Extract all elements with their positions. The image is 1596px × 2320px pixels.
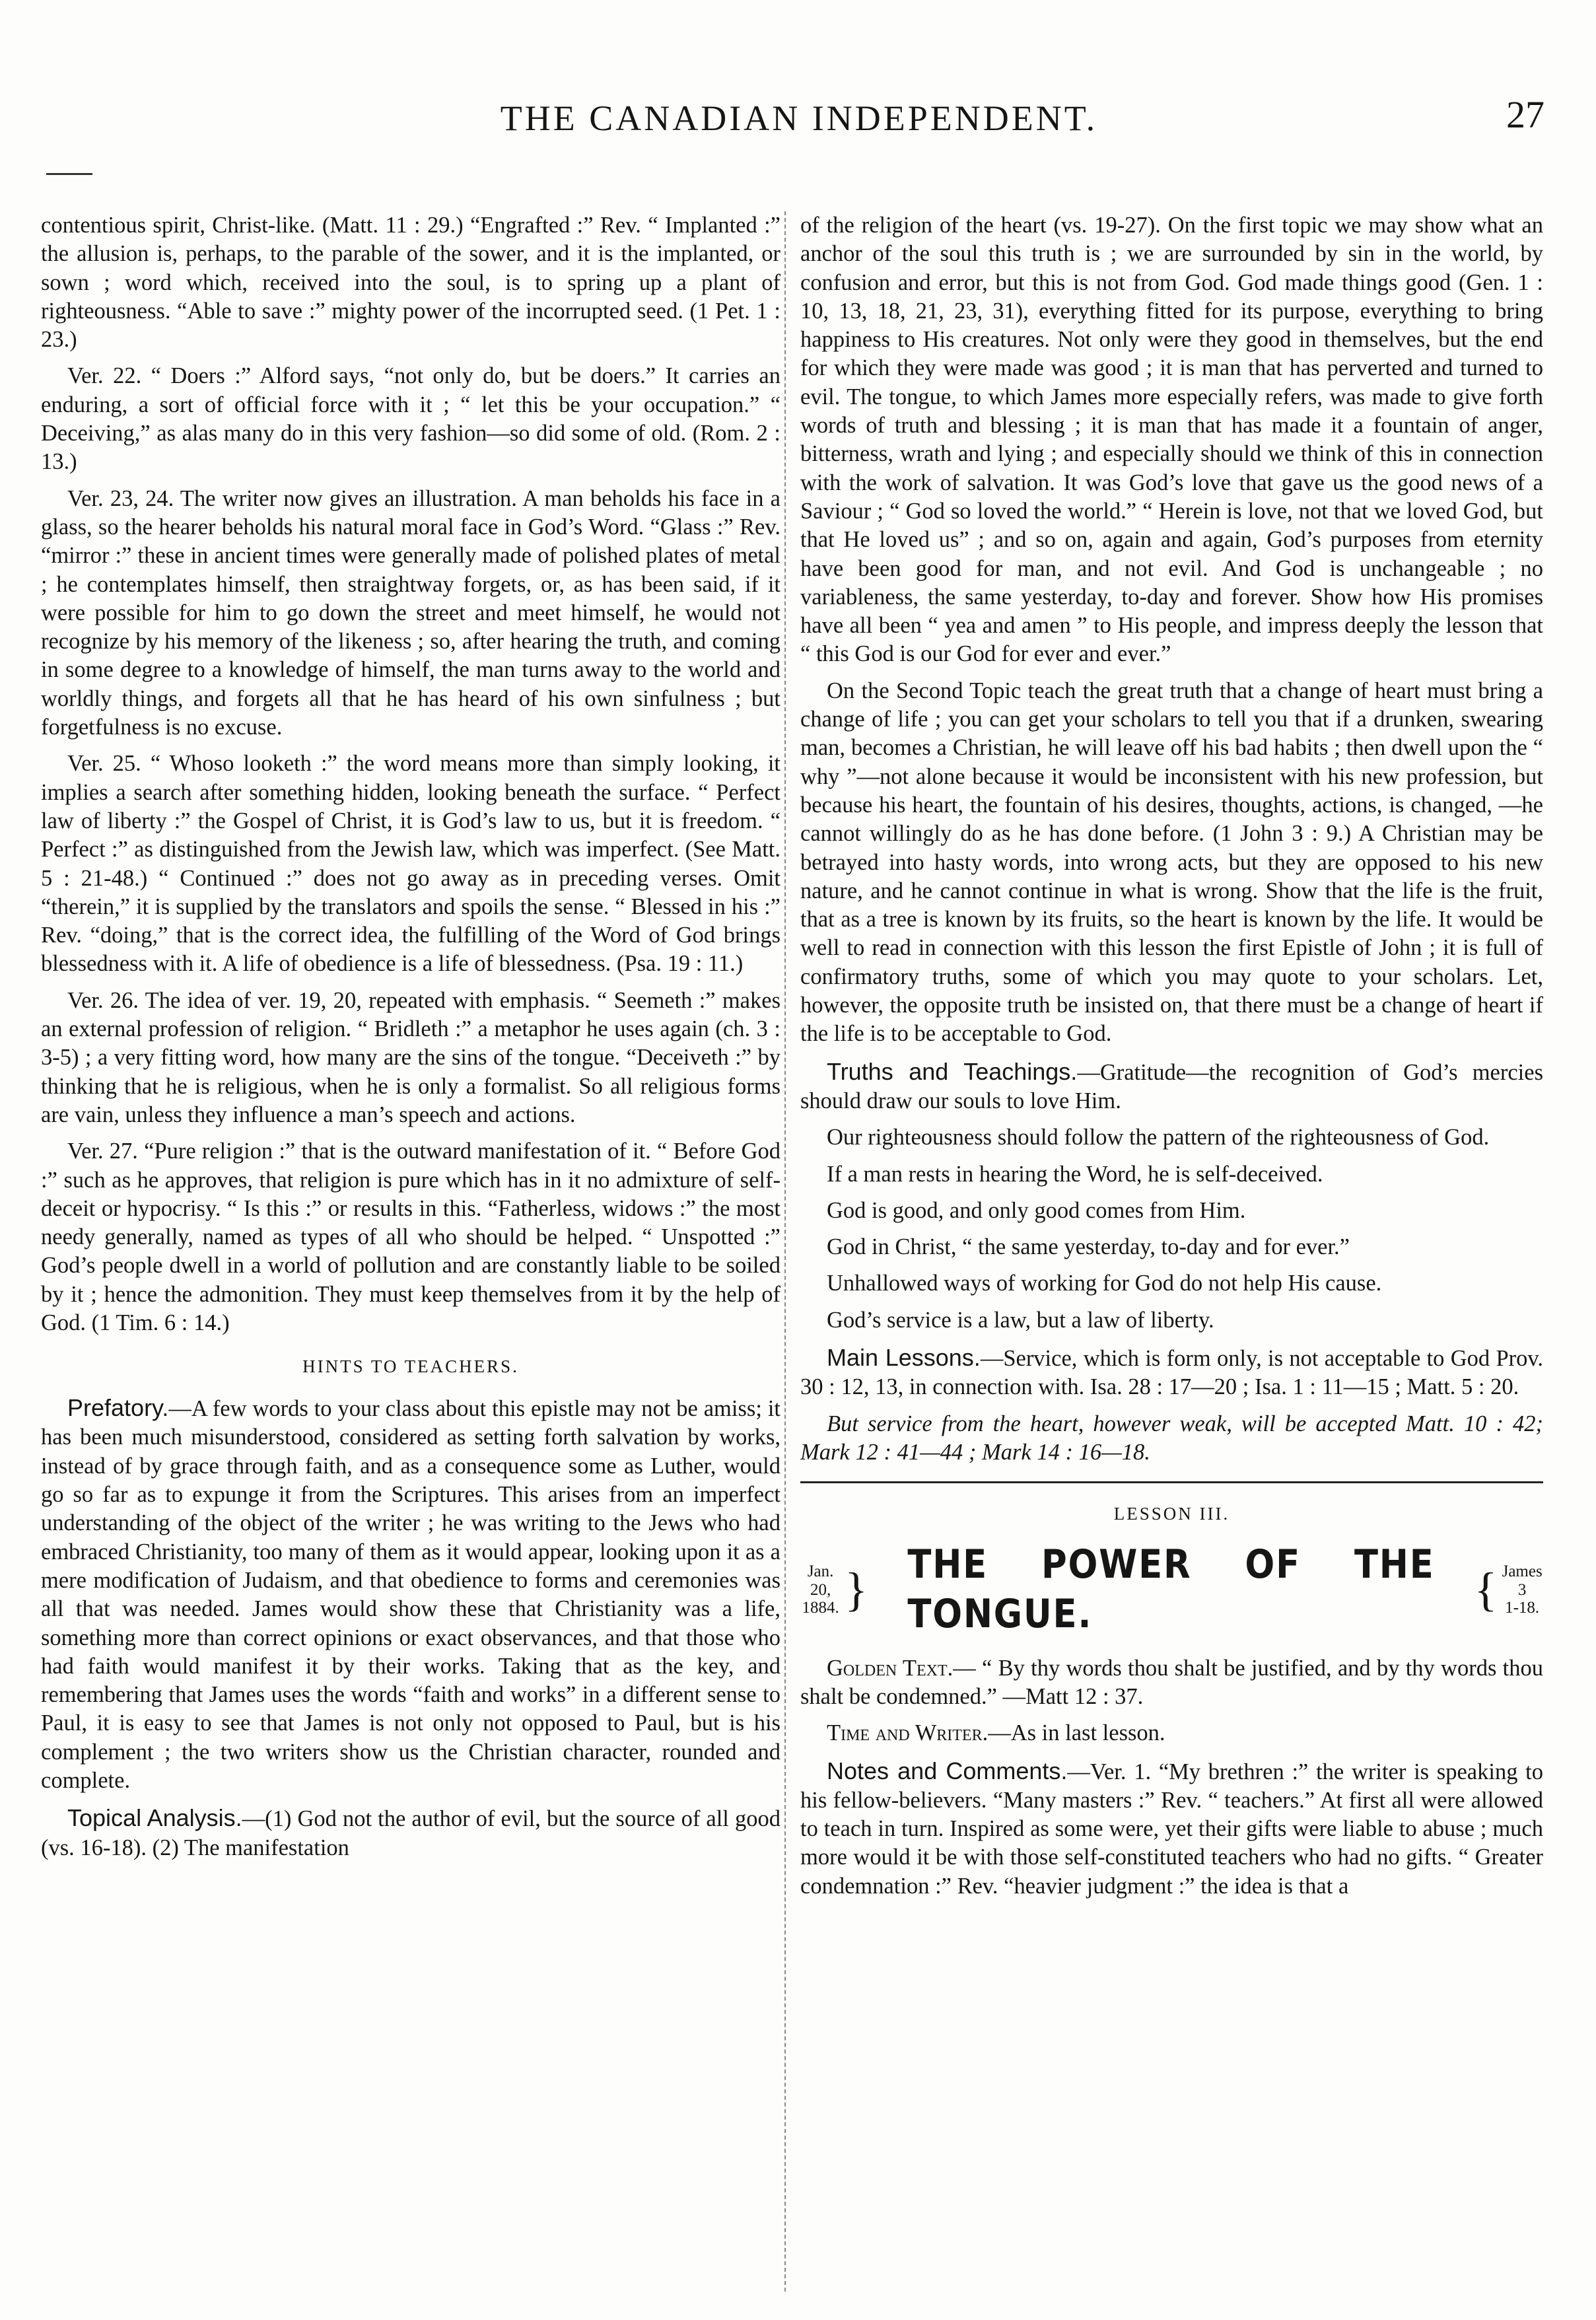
truth-item: Unhallowed ways of working for God do not help His cause. [827,1271,1382,1296]
column-divider [784,211,786,2292]
truth-item: God is good, and only good comes from Him. [827,1197,1246,1223]
topical-paragraph [41,1803,781,1862]
truth-item: If a man rests in hearing the Word, he is self-deceived. [827,1161,1323,1187]
truth-item: God in Christ, “ the same yesterday, to-day and for ever.” [827,1234,1350,1260]
lesson-heading: LESSON III. [1113,1504,1230,1524]
golden-text: — “ By thy words thou shalt be justified, and by thy words thou shalt be condemned.” —Matt 12 : 37. [800,1655,1543,1709]
truth-item: God’s service is a law, but a law of liberty. [827,1307,1214,1333]
left-brace-glyph: { [1474,1563,1498,1617]
header-rule [46,173,92,175]
right-brace-glyph: } [845,1563,868,1617]
hints-heading: HINTS TO TEACHERS. [302,1356,519,1377]
lesson-title-row [800,1540,1543,1640]
truths-lead: Truths and Teachings. [827,1057,1078,1085]
notes-lead: Notes and Comments. [827,1757,1068,1784]
page-number: 27 [1506,93,1544,136]
lesson-date-line2: 1884. [802,1599,839,1617]
main-service: But service from the heart, however weak, will be accepted Matt. 10 : 42; Mark 12 : 41—44 ; Mark 14 : 16—18. [800,1411,1543,1465]
paragraph: On the Second Topic teach the great truth that a change of heart must bring a change of life ; you can get your scholars to tell you that if a drunken, swearing man, becomes a Christian, he will leave off his bad habits ; then dwell upon the “ why ”—not alone because it would be inconsistent with his new profession, but because his heart, the fountain of his desires, thoughts, actions, is changed, —he cannot willingly do as he has done before. (1 John 3 : 9.) A Christian may be betrayed into hasty words, into wrong acts, but they are opposed to his new nature, and he cannot continue in what is wrong. Show that the life is the fruit, that as a tree is known by its fruits, so the heart is known by the life. It would be well to read in connection with this lesson the first Epistle of John ; it is full of confirmatory truths, some of which you may quote to your scholars. Let, however, the opposite truth be insisted on, that there must be a change of heart if the life is to be acceptable to God. [800,678,1543,1047]
main-lessons-text: —Service, which is form only, is not acceptable to God Prov. 30 : 12, 13, in connection with. Isa. 28 : 17—20 ; Isa. 1 : 11—15 ; Matt. 5 : 20. [800,1345,1543,1400]
lesson-title: THE POWER OF THE TONGUE. [907,1541,1435,1638]
lesson-rule [800,1481,1543,1483]
golden-text-paragraph [800,1654,1543,1712]
running-title: THE CANADIAN INDEPENDENT. [500,98,1098,138]
paragraph: Ver. 22. “ Doers :” Alford says, “not only do, but be doers.” It carries an enduring, a sort of official force with it ; “ let this be your occupation.” “ Deceiving,” as alas many do in this very fashion—so did some of old. (Rom. 2 : 13.) [41,363,781,475]
paragraph: Ver. 23, 24. The writer now gives an illustration. A man beholds his face in a glass, so the hearer beholds his natural moral face in God’s Word. “Glass :” Rev. “mirror :” these in ancient times were generally made of polished plates of metal ; he contemplates himself, then straightway forgets, or, as has been said, if it were possible for him to go down the street and meet himself, he would not recognize by his memory of the likeness ; so, after hearing the truth, and coming in some degree to a knowledge of himself, the man turns away to the world and worldly things, and forgets all that he has heard of his own sinfulness ; but forgetfulness is no excuse. [41,485,781,740]
paragraph: Ver. 25. “ Whoso looketh :” the word means more than simply looking, it implies a search after something hidden, looking beneath the surface. “ Perfect law of liberty :” the Gospel of Christ, it is God’s law to us, but it is freedom. “ Perfect :” as distinguished from the Jewish law, which was imperfect. (See Matt. 5 : 21-48.) “ Continued :” does not go away as in preceding verses. Omit “therein,” it is supplied by the translators and spoils the sense. “ Blessed in his :” Rev. “doing,” that is the correct idea, the fulfilling of the Word of God brings blessedness with it. A life of obedience is a life of blessedness. (Psa. 19 : 11.) [41,751,781,977]
left-column [41,211,781,2292]
time-writer-label: Time and Writer. [827,1720,989,1746]
paragraph: Ver. 27. “Pure religion :” that is the outward manifestation of it. “ Before God :” such as he approves, that religion is pure which has in it no admixture of self-deceit or hypocrisy. “ Is this :” or results in this. “Fatherless, widows :” the most needy generally, named as types of all who should be helped. “ Unspotted :” God’s people dwell in a world of pollution and are constantly liable to be soiled by it ; hence the admonition. They must keep themselves from it by the help of God. (1 Tim. 6 : 14.) [41,1139,781,1335]
prefatory-paragraph [41,1393,781,1795]
right-column [800,211,1543,2292]
lesson-ref-line1: James 3 [1502,1563,1543,1599]
paragraph: contentious spirit, Christ-like. (Matt. 11 : 29.) “Engrafted :” Rev. “ Implanted :” the allusion is, perhaps, to the parable of the sower, and it is the implanted, or sown ; word which, received into the soul, is to spring up a plant of righteousness. “Able to save :” mighty power of the incorrupted seed. (1 Pet. 1 : 23.) [41,213,781,353]
time-writer-paragraph [800,1719,1543,1747]
truth-item: Our righteousness should follow the pattern of the righteousness of God. [827,1125,1490,1150]
main-lessons-lead: Main Lessons. [827,1343,981,1371]
lesson-reference [1471,1563,1543,1617]
lesson-date [800,1563,872,1617]
prefatory-text: —A few words to your class about this epistle may not be amiss; it has been much misunderstood, considered as setting forth salvation by works, instead of by grace through faith, and as a consequence some as Luther, would go so far as to expunge it from the Scriptures. This arises from an imperfect understanding of the object of the writer ; he was writing to the Jews who had embraced Christianity, too many of them as it would appear, looking upon it as a mere modification of Judaism, and that obedience to forms and ceremonies was all that was needed. James would show these that Christianity was a life, something more than correct opinions or exact observances, and that those who had faith would manifest it by their works. Taking that as the key, and remembering that James uses the words “faith and works” in a different sense to Paul, it is easy to see that James is not only not opposed to Paul, but is his complement ; the two writers show us the Christian character, rounded and complete. [41,1396,781,1794]
paragraph: Ver. 26. The idea of ver. 19, 20, repeated with emphasis. “ Seemeth :” makes an external profession of religion. “ Bridleth :” a metaphor he uses again (ch. 3 : 3-5) ; a very fitting word, how many are the sins of the tongue. “Deceiveth :” by thinking that he is religious, when he is only a formalist. So all religious forms are vain, unless they influence a man’s speech and actions. [41,987,781,1127]
truths-paragraph [800,1057,1543,1116]
time-writer-text: —As in last lesson. [988,1720,1165,1746]
topical-lead: Topical Analysis. [67,1804,242,1832]
truths-text: —Gratitude—the recognition of God’s mercies should draw our souls to love Him. [800,1059,1543,1113]
lesson-date-line1: Jan. 20, [807,1563,834,1599]
golden-text-label: Golden Text. [827,1655,954,1681]
paragraph: of the religion of the heart (vs. 19-27). On the first topic we may show what an anchor of the soul this truth is ; we are surrounded by sin in the world, by confusion and error, but this is not from God. God made things good (Gen. 1 : 10, 13, 18, 21, 23, 31), everything fitted for its purpose, everything to bring happiness to His creatures. Not only were they good in themselves, but the end for which they were made was good ; it is man that has perverted and turned to evil. The tongue, to which James more especially refers, was made to give forth words of truth and blessing ; it is man that has made it a fountain of anger, bitterness, wrath and lying ; and especially should we think of this in connection with the work of salvation. It was God’s love that gave us the good news of a Saviour ; “ God so loved the world.” “ Herein is love, not that we loved God, but that He loved us” ; and so on, again and again, God’s purposes from eternity have been good for man, and not evil. And God is unchangeable ; no variableness, the same yesterday, to-day and forever. Show how His promises have all been “ yea and amen ” to His people, and impress deeply the lesson that “ this God is our God for ever and ever.” [800,213,1543,667]
lesson-block [800,1481,1543,1901]
prefatory-lead: Prefatory. [67,1394,169,1422]
lesson-ref-line2: 1-18. [1505,1599,1540,1617]
notes-text: —Ver. 1. “My brethren :” the writer is speaking to his fellow-believers. “Many masters :” Rev. “ teachers.” At first all were allowed to teach in turn. Inspired as some were, yet their gifts were liable to abuse ; much more would it be with those self-constituted teachers who had no gifts. “ Greater condemnation :” Rev. “heavier judgment :” the idea is that a [800,1759,1543,1899]
main-lessons-paragraph [800,1343,1543,1402]
topical-text: —(1) God not the author of evil, but the source of all good (vs. 16-18). (2) The manifestation [41,1806,781,1860]
notes-paragraph [800,1756,1543,1901]
